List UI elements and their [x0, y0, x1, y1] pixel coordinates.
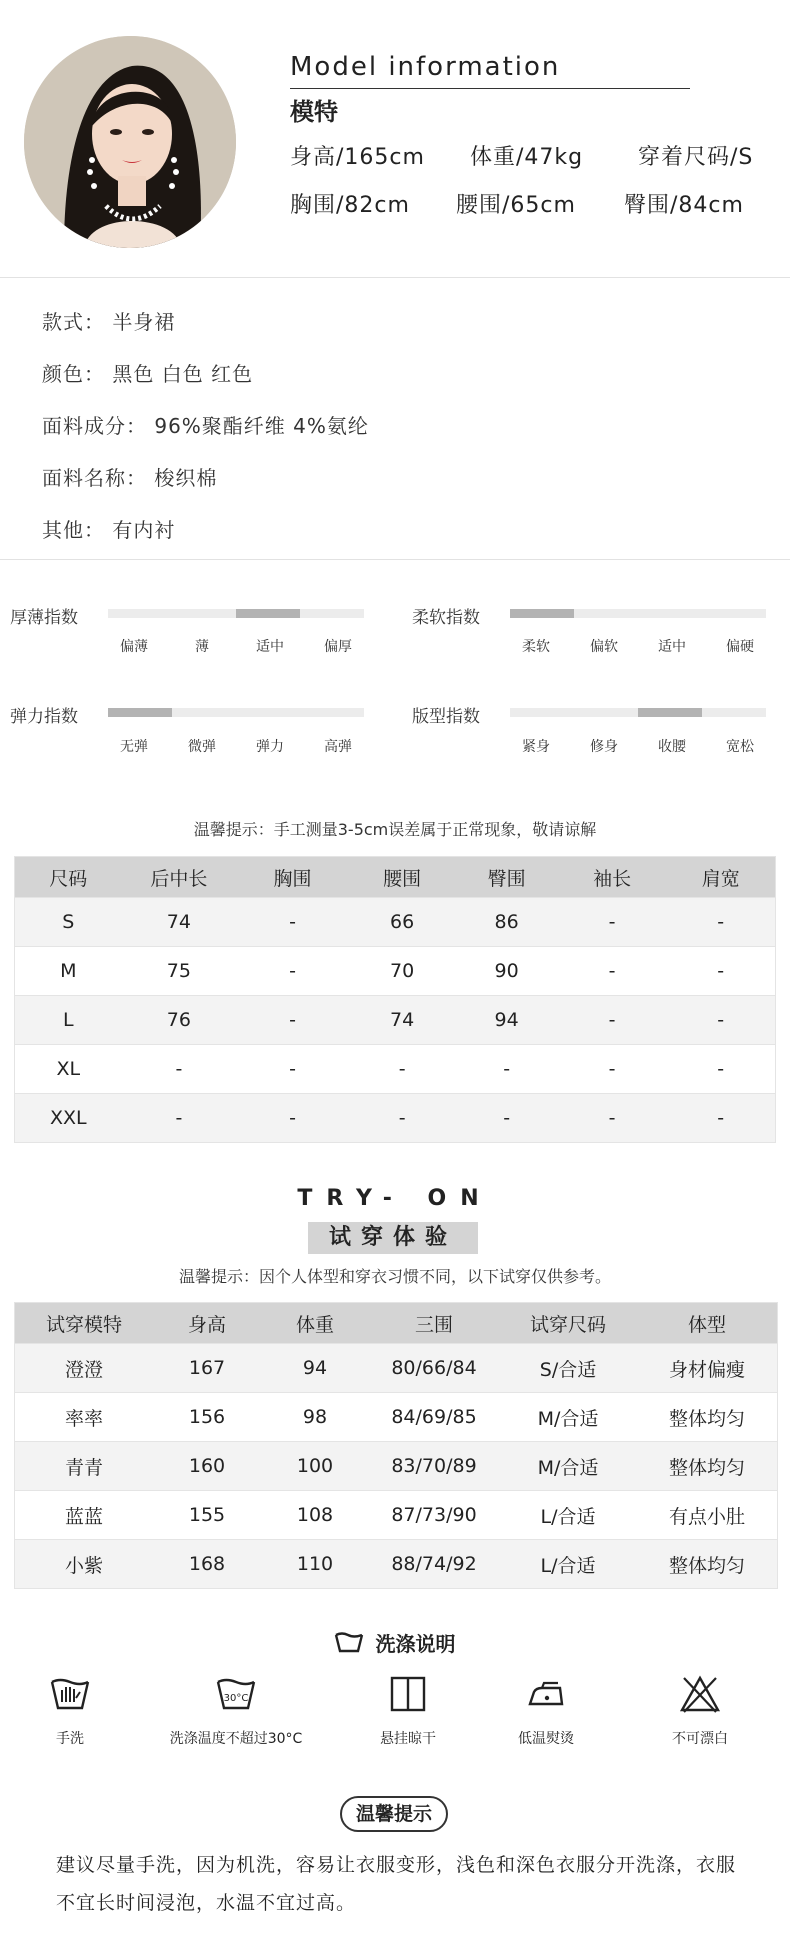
table-cell: L/合适 — [499, 1491, 637, 1540]
model-title-underline — [290, 88, 690, 89]
table-cell: - — [455, 1094, 557, 1143]
table-cell: 74 — [122, 898, 237, 947]
index-option: 偏硬 — [726, 639, 754, 655]
model-portrait-illustration — [24, 36, 236, 248]
table-cell: 身材偏瘦 — [637, 1344, 778, 1393]
table-cell: - — [455, 1045, 557, 1094]
table-header-cell: 身高 — [153, 1303, 261, 1344]
table-cell: - — [236, 1094, 349, 1143]
tryon-tip: 温馨提示：因个人体型和穿衣习惯不同，以下试穿仅供参考。 — [178, 1267, 611, 1286]
table-row — [15, 1393, 778, 1442]
tryon-title-en: TRY- ON — [297, 1186, 493, 1211]
model-hip: 臀围/84cm — [624, 193, 744, 218]
table-cell: 155 — [153, 1491, 261, 1540]
table-cell: 70 — [349, 947, 456, 996]
size-table-header — [15, 857, 776, 898]
table-cell: - — [236, 1045, 349, 1094]
wash-title: 洗涤说明 — [375, 1632, 456, 1656]
index-option: 适中 — [658, 639, 686, 655]
index-bar — [510, 708, 766, 717]
table-cell: - — [666, 996, 775, 1045]
section-divider — [0, 277, 790, 278]
table-cell: 小紫 — [15, 1540, 154, 1589]
table-header-cell: 肩宽 — [666, 857, 775, 898]
table-row — [15, 1344, 778, 1393]
table-cell: 青青 — [15, 1442, 154, 1491]
table-header-cell: 体重 — [261, 1303, 369, 1344]
table-header-cell: 后中长 — [122, 857, 237, 898]
table-cell: 有点小肚 — [637, 1491, 778, 1540]
table-cell: 84/69/85 — [369, 1393, 499, 1442]
table-cell: - — [236, 947, 349, 996]
table-cell: 90 — [455, 947, 557, 996]
index-bar-fill — [236, 609, 300, 618]
index-option: 无弹 — [120, 739, 148, 755]
table-cell: 80/66/84 — [369, 1344, 499, 1393]
model-size: 穿着尺码/S — [638, 145, 754, 170]
index-option: 微弹 — [188, 739, 216, 755]
tryon-table-header — [15, 1303, 778, 1344]
table-cell: - — [122, 1094, 237, 1143]
index-label: 柔软指数 — [412, 608, 480, 628]
table-cell: 75 — [122, 947, 237, 996]
product-fabric-name: 面料名称： 梭织棉 — [42, 466, 218, 490]
table-cell: 110 — [261, 1540, 369, 1589]
table-cell: - — [666, 947, 775, 996]
table-cell: - — [558, 898, 667, 947]
index-bar — [108, 609, 364, 618]
table-cell: L — [15, 996, 122, 1045]
index-option: 偏软 — [590, 639, 618, 655]
wash-label: 不可漂白 — [672, 1731, 728, 1747]
index-option: 偏薄 — [120, 639, 148, 655]
table-cell: 率率 — [15, 1393, 154, 1442]
model-section — [0, 0, 790, 278]
no-bleach-icon — [678, 1672, 722, 1716]
table-header-cell: 袖长 — [558, 857, 667, 898]
wash-basin-icon — [334, 1632, 364, 1654]
index-bar-fill — [510, 609, 574, 618]
product-style: 款式： 半身裙 — [42, 310, 176, 334]
table-header-cell: 胸围 — [236, 857, 349, 898]
table-cell: 澄澄 — [15, 1344, 154, 1393]
table-cell: - — [666, 1045, 775, 1094]
table-header-cell: 试穿尺码 — [499, 1303, 637, 1344]
table-cell: 100 — [261, 1442, 369, 1491]
table-row — [15, 1045, 776, 1094]
table-cell: 108 — [261, 1491, 369, 1540]
table-cell: - — [666, 898, 775, 947]
table-cell: 86 — [455, 898, 557, 947]
table-cell: 167 — [153, 1344, 261, 1393]
table-row — [15, 898, 776, 947]
table-row — [15, 1442, 778, 1491]
wash-header — [0, 1628, 790, 1657]
size-table — [14, 856, 776, 1143]
table-cell: 整体均匀 — [637, 1393, 778, 1442]
size-tip: 温馨提示：手工测量3-5cm误差属于正常现象，敬请谅解 — [193, 820, 597, 839]
wash-30-icon — [214, 1672, 258, 1716]
wash-item-temp — [166, 1672, 306, 1748]
table-cell: - — [558, 996, 667, 1045]
table-cell: 74 — [349, 996, 456, 1045]
product-colors: 颜色： 黑色 白色 红色 — [42, 362, 254, 386]
table-cell: L/合适 — [499, 1540, 637, 1589]
table-cell: 76 — [122, 996, 237, 1045]
table-row — [15, 1094, 776, 1143]
model-bust: 胸围/82cm — [290, 193, 410, 218]
table-header-cell: 三围 — [369, 1303, 499, 1344]
index-option: 收腰 — [658, 739, 686, 755]
table-cell: M/合适 — [499, 1393, 637, 1442]
section-divider — [0, 559, 790, 560]
table-cell: - — [558, 1094, 667, 1143]
product-other: 其他： 有内衬 — [42, 518, 176, 542]
model-waist: 腰围/65cm — [456, 193, 576, 218]
table-cell: 168 — [153, 1540, 261, 1589]
hang-dry-icon — [386, 1672, 430, 1716]
table-cell: M — [15, 947, 122, 996]
table-cell: - — [122, 1045, 237, 1094]
wash-item-hang — [338, 1672, 478, 1748]
table-cell: 整体均匀 — [637, 1540, 778, 1589]
table-cell: - — [349, 1045, 456, 1094]
wash-label: 洗涤温度不超过30°C — [169, 1731, 303, 1747]
table-cell: - — [558, 947, 667, 996]
product-composition: 面料成分： 96%聚酯纤维 4%氨纶 — [42, 414, 369, 438]
index-option: 薄 — [195, 639, 209, 655]
table-cell: 88/74/92 — [369, 1540, 499, 1589]
table-cell: XXL — [15, 1094, 122, 1143]
table-cell: S/合适 — [499, 1344, 637, 1393]
table-cell: - — [236, 996, 349, 1045]
tryon-title-cn: 试穿体验 — [328, 1225, 457, 1250]
wash-item-hand — [0, 1672, 140, 1748]
table-cell: 蓝蓝 — [15, 1491, 154, 1540]
index-option: 紧身 — [522, 739, 550, 755]
index-option: 高弹 — [324, 739, 352, 755]
table-cell: 整体均匀 — [637, 1442, 778, 1491]
model-height: 身高/165cm — [290, 145, 425, 170]
index-label: 版型指数 — [412, 707, 480, 727]
index-option: 柔软 — [522, 639, 550, 655]
wash-item-iron — [476, 1672, 616, 1748]
index-option: 适中 — [256, 639, 284, 655]
table-header-cell: 臀围 — [455, 857, 557, 898]
table-cell: 83/70/89 — [369, 1442, 499, 1491]
index-label: 厚薄指数 — [10, 608, 78, 628]
table-cell: S — [15, 898, 122, 947]
tryon-table — [14, 1302, 778, 1589]
hand-wash-icon — [48, 1672, 92, 1716]
table-row — [15, 1540, 778, 1589]
table-cell: 156 — [153, 1393, 261, 1442]
model-weight: 体重/47kg — [470, 145, 584, 170]
table-cell: - — [666, 1094, 775, 1143]
table-cell: 87/73/90 — [369, 1491, 499, 1540]
index-option: 宽松 — [726, 739, 754, 755]
index-bar-fill — [108, 708, 172, 717]
table-cell: - — [349, 1094, 456, 1143]
table-header-cell: 试穿模特 — [15, 1303, 154, 1344]
tips-text: 建议尽量手洗，因为机洗，容易让衣服变形，浅色和深色衣服分开洗涤，衣服不宜长时间浸泡，水温不宜过高。 — [56, 1854, 737, 1914]
table-cell: M/合适 — [499, 1442, 637, 1491]
index-option: 修身 — [590, 739, 618, 755]
table-row — [15, 1491, 778, 1540]
tips-title: 温馨提示 — [340, 1796, 448, 1832]
table-cell: 160 — [153, 1442, 261, 1491]
wash-label: 悬挂晾干 — [380, 1731, 436, 1747]
table-cell: 98 — [261, 1393, 369, 1442]
index-option: 弹力 — [256, 739, 284, 755]
table-cell: 66 — [349, 898, 456, 947]
table-header-cell: 体型 — [637, 1303, 778, 1344]
table-cell: - — [236, 898, 349, 947]
table-header-cell: 尺码 — [15, 857, 122, 898]
model-title: Model information — [290, 52, 561, 82]
index-bar — [108, 708, 364, 717]
model-title-cn: 模特 — [290, 98, 338, 126]
wash-label: 手洗 — [56, 1731, 84, 1747]
table-header-cell: 腰围 — [349, 857, 456, 898]
table-row — [15, 996, 776, 1045]
table-cell: 94 — [261, 1344, 369, 1393]
wash-label: 低温熨烫 — [518, 1731, 574, 1747]
table-cell: - — [558, 1045, 667, 1094]
wash-item-bleach — [630, 1672, 770, 1748]
low-iron-icon — [524, 1672, 568, 1716]
index-bar — [510, 609, 766, 618]
index-label: 弹力指数 — [10, 707, 78, 727]
wash-30-icon-text: 30°C — [223, 1693, 249, 1704]
table-row — [15, 947, 776, 996]
table-cell: XL — [15, 1045, 122, 1094]
index-option: 偏厚 — [324, 639, 352, 655]
table-cell: 94 — [455, 996, 557, 1045]
model-avatar — [24, 36, 236, 248]
index-bar-fill — [638, 708, 702, 717]
